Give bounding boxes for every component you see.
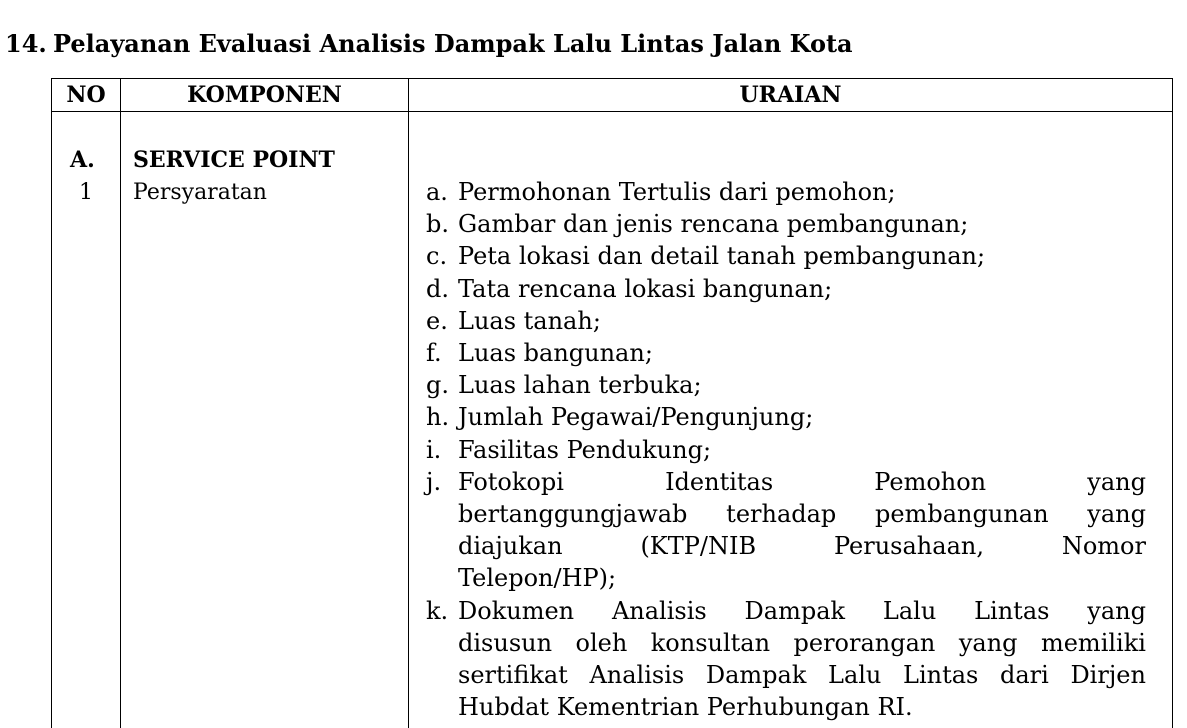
list-item-text <box>458 434 1146 466</box>
list-item-line: disusun oleh konsultan perorangan yang memiliki <box>458 628 1146 657</box>
list-item-line: Dokumen Analisis Dampak Lalu Lintas yang <box>458 596 1146 625</box>
list-item-letter: f. <box>426 339 442 368</box>
list-item-line: Peta lokasi dan detail tanah pembangunan; <box>458 242 986 271</box>
list-item-text <box>458 176 1146 208</box>
list-item <box>426 240 1146 272</box>
list-item-text <box>458 369 1146 401</box>
list-item-line: Telepon/HP); <box>458 564 617 593</box>
header-no: NO <box>66 82 106 108</box>
list-item-line: bertanggungjawab terhadap pembangunan yang <box>458 500 1146 529</box>
list-item-letter: k. <box>426 596 449 625</box>
column-divider-no <box>120 78 121 728</box>
list-item-letter: g. <box>426 371 449 400</box>
list-item-line: Luas tanah; <box>458 306 601 335</box>
list-item <box>426 595 1146 724</box>
list-item-line: Fotokopi Identitas Pemohon yang <box>458 467 1146 496</box>
column-divider-komponen <box>408 78 409 728</box>
section-heading <box>5 26 853 62</box>
list-item <box>426 208 1146 240</box>
list-item-line: Gambar dan jenis rencana pembangunan; <box>458 210 969 239</box>
list-item <box>426 434 1146 466</box>
header-uraian: URAIAN <box>739 82 842 108</box>
list-item-line: Tata rencana lokasi bangunan; <box>458 274 833 303</box>
list-item-text <box>458 240 1146 272</box>
header-komponen: KOMPONEN <box>187 82 342 108</box>
list-item-letter: e. <box>426 306 448 335</box>
header-divider <box>51 111 1173 112</box>
group-label: A. <box>70 147 95 173</box>
list-item-text <box>458 305 1146 337</box>
list-item-text <box>458 401 1146 433</box>
list-item-letter: a. <box>426 178 448 206</box>
list-item-text <box>458 466 1146 595</box>
list-item-line: Permohonan Tertulis dari pemohon; <box>458 178 896 206</box>
list-item-line: sertifikat Analisis Dampak Lalu Lintas dari Dirjen <box>458 660 1146 689</box>
list-item-line: Jumlah Pegawai/Pengunjung; <box>458 403 814 432</box>
list-item-text <box>458 595 1146 724</box>
list-item-line: Fasilitas Pendukung; <box>458 435 712 464</box>
row-komponen: Persyaratan <box>133 180 267 205</box>
list-item-letter: b. <box>426 210 449 239</box>
list-item-text <box>458 208 1146 240</box>
list-item <box>426 466 1146 595</box>
section-number: 14. <box>5 29 47 58</box>
row-number: 1 <box>79 180 93 205</box>
list-item-text <box>458 273 1146 305</box>
list-item <box>426 273 1146 305</box>
list-item <box>426 401 1146 433</box>
list-item <box>426 176 1146 208</box>
list-item-line: Hubdat Kementrian Perhubungan RI. <box>458 693 913 722</box>
list-item-letter: d. <box>426 274 449 303</box>
group-title: SERVICE POINT <box>133 147 335 173</box>
list-item-letter: c. <box>426 242 448 271</box>
list-item-letter: j. <box>426 467 442 496</box>
list-item-line: diajukan (KTP/NIB Perusahaan, Nomor <box>458 532 1146 561</box>
list-item <box>426 337 1146 369</box>
requirements-list <box>426 176 1146 723</box>
section-title: Pelayanan Evaluasi Analisis Dampak Lalu Lintas Jalan Kota <box>53 29 853 58</box>
list-item-text <box>458 337 1146 369</box>
list-item <box>426 369 1146 401</box>
list-item-line: Luas lahan terbuka; <box>458 371 702 400</box>
list-item-letter: i. <box>426 435 442 464</box>
list-item <box>426 305 1146 337</box>
list-item-line: Luas bangunan; <box>458 339 653 368</box>
list-item-letter: h. <box>426 403 450 432</box>
